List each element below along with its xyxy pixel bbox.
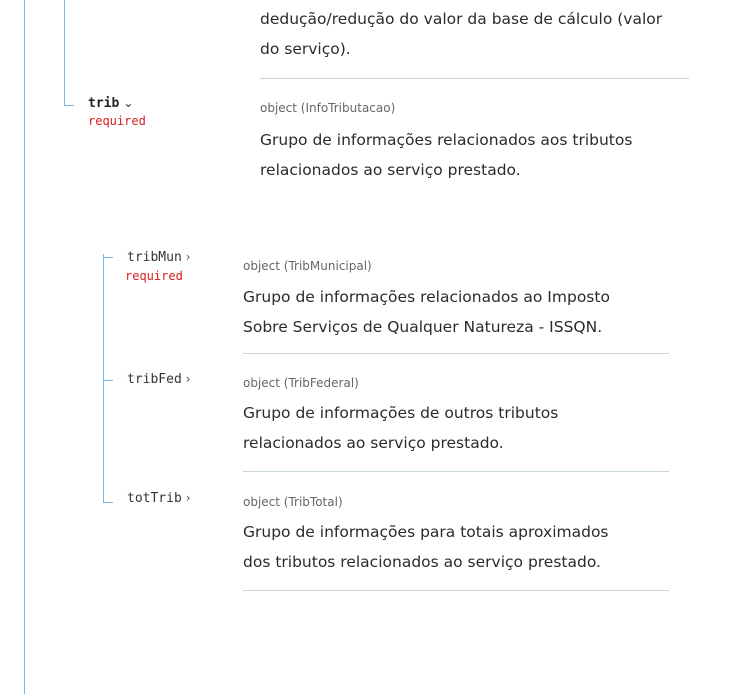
description-line: relacionados ao serviço prestado.	[260, 161, 521, 179]
description-line: Grupo de informações relacionados aos tributos	[260, 131, 633, 149]
chevron-right-icon[interactable]: ›	[185, 250, 191, 264]
property-name: tribMun	[127, 250, 182, 265]
row-divider	[260, 78, 689, 79]
property-tribfed[interactable]	[127, 372, 191, 387]
property-description	[260, 125, 632, 185]
description-line: Sobre Serviços de Qualquer Natureza - ISSQN.	[243, 318, 603, 336]
property-description	[243, 282, 610, 342]
property-description	[243, 398, 558, 458]
description-line: dos tributos relacionados ao serviço prestado.	[243, 553, 601, 571]
property-type: object (TribTotal)	[243, 495, 343, 509]
property-type: object (InfoTributacao)	[260, 101, 396, 115]
tree-line-upper	[64, 0, 65, 106]
property-tribmun[interactable]	[127, 250, 191, 265]
required-badge: required	[125, 269, 183, 283]
description-line: Grupo de informações para totais aproximados	[243, 523, 609, 541]
chevron-down-icon[interactable]: ⌄	[123, 96, 134, 110]
description-line: Grupo de informações de outros tributos	[243, 404, 559, 422]
tree-branch-tribmun	[103, 257, 113, 258]
description-line: Grupo de informações relacionados ao Imposto	[243, 288, 610, 306]
property-trib[interactable]	[88, 96, 133, 111]
property-type: object (TribFederal)	[243, 376, 359, 390]
property-name: trib	[88, 96, 120, 111]
property-type: object (TribMunicipal)	[243, 259, 372, 273]
property-name: tribFed	[127, 372, 182, 387]
chevron-right-icon[interactable]: ›	[185, 372, 191, 386]
description-line: do serviço).	[260, 40, 351, 58]
required-badge: required	[88, 114, 146, 128]
tree-line-trib-children	[103, 254, 104, 503]
chevron-right-icon[interactable]: ›	[185, 491, 191, 505]
tree-branch-tottrib	[103, 502, 113, 503]
property-name: totTrib	[127, 491, 182, 506]
row-divider	[243, 471, 669, 472]
property-tottrib[interactable]	[127, 491, 191, 506]
row-divider	[243, 590, 669, 591]
previous-field-description	[260, 4, 662, 64]
description-line: dedução/redução do valor da base de cálculo (valor	[260, 10, 663, 28]
row-divider	[243, 353, 669, 354]
tree-branch-tribfed	[103, 380, 113, 381]
tree-branch-trib	[64, 105, 74, 106]
description-line: relacionados ao serviço prestado.	[243, 434, 504, 452]
tree-line-outer	[24, 0, 25, 694]
property-description	[243, 517, 609, 577]
